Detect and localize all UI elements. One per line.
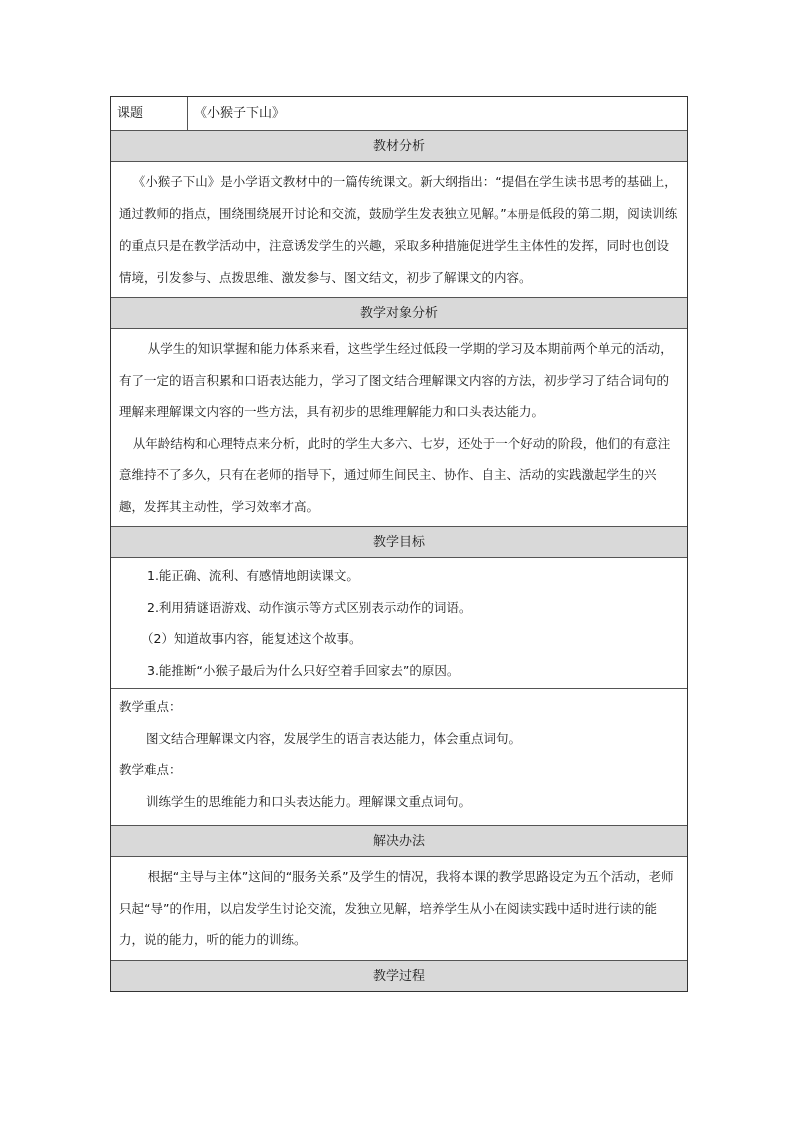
goal-item: 3.能推断“小猴子最后为什么只好空着手回家去”的原因。 — [147, 662, 460, 678]
solution-body — [111, 856, 687, 960]
lesson-title: 《小猴子下山》 — [194, 106, 286, 121]
solution-text: 根据“主导与主体”这间的“服务关系”及学生的情况，我将本课的教学思路设定为五个活动，老师只起“导”的作用，以启发学生讨论交流，发独立见解，培养学生从小在阅读实践中适时进行读的能力，说的能力，听的能力的训练。 — [119, 869, 674, 947]
teaching-difficulty-text: 训练学生的思维能力和口头表达能力。理解课文重点词句。 — [146, 793, 472, 809]
student-analysis-para-2: 从年龄结构和心理特点来分析，此时的学生大多六、七岁，还处于一个好动的阶段，他们的有意注意维持不了多久，只有在老师的指导下，通过师生间民主、协作、自主、活动的实践激起学生的兴趣，发挥其主动性，学习效率才高。 — [119, 435, 671, 514]
material-analysis-body — [111, 161, 687, 297]
teaching-goals-body — [111, 557, 687, 688]
goal-item: （2）知道故事内容，能复述这个故事。 — [141, 631, 362, 646]
student-analysis-heading: 教学对象分析 — [111, 297, 687, 328]
teaching-goals-heading: 教学目标 — [111, 526, 687, 557]
student-analysis-body — [111, 328, 687, 526]
teaching-focus-text: 图文结合理解课文内容，发展学生的语言表达能力，体会重点词句。 — [146, 730, 522, 746]
solution-heading: 解决办法 — [111, 825, 687, 856]
lesson-label: 课题 — [111, 97, 188, 130]
lesson-title-row — [111, 97, 687, 130]
goal-item: 2.利用猜谜语游戏、动作演示等方式区别表示动作的词语。 — [147, 599, 472, 615]
teaching-process-heading: 教学过程 — [111, 960, 687, 991]
key-points-body — [111, 688, 687, 825]
teaching-difficulty-label: 教学难点： — [119, 762, 182, 777]
teaching-focus-label: 教学重点： — [119, 699, 182, 714]
student-analysis-para-1: 从学生的知识掌握和能力体系来看，这些学生经过低段一学期的学习及本期前两个单元的活动，有了一定的语言积累和口语表达能力，学习了图文结合理解课文内容的方法，初步学习了结合词句的理解来理解课文内容的一些方法，具有初步的思维理解能力和口头表达能力。 — [119, 341, 673, 419]
material-analysis-text: 《小猴子下山》是小学语文教材中的一篇传统课文。新大纲指出：“提倡在学生读书思考的基础上，通过教师的指点，围绕围绕展开讨论和交流，鼓励学生发表独立见解。”本册是低段的第二期，阅读训练的重点只是在教学活动中，注意诱发学生的兴趣，采取多种措施促进学生主体性的发挥，同时也创设情境，引发参与、点拨思维、激发参与、图文结文，初步了解课文的内容。 — [119, 174, 678, 285]
lesson-plan-table — [110, 96, 688, 992]
material-analysis-heading: 教材分析 — [111, 130, 687, 161]
goal-item: 1.能正确、流利、有感情地朗读课文。 — [147, 568, 359, 583]
